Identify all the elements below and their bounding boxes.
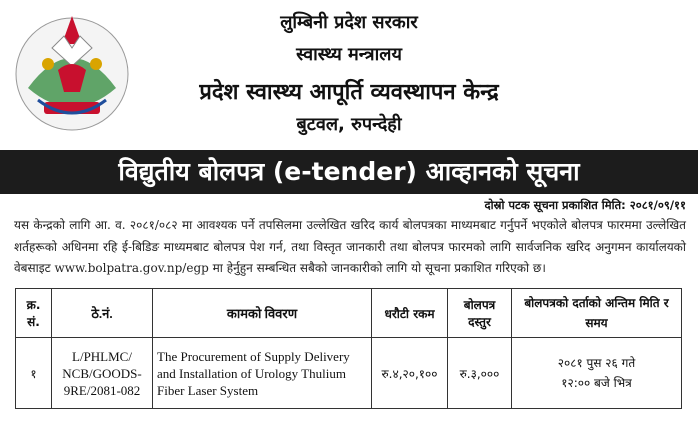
publication-date: दोस्रो पटक सूचना प्रकाशित मिति: २०८१/०९/११ bbox=[484, 198, 686, 212]
header-fee: बोलपत्र दस्तुर bbox=[448, 289, 512, 338]
table-header-row bbox=[16, 289, 682, 338]
header-deposit: धरौटी रकम bbox=[372, 289, 448, 338]
cell-deadline bbox=[512, 338, 682, 409]
header-description: कामको विवरण bbox=[153, 289, 372, 338]
cell-description: The Procurement of Supply Delivery and Installation of Urology Thulium Fiber Laser System bbox=[153, 338, 372, 409]
cell-sn: १ bbox=[16, 338, 52, 409]
cell-deposit: रु.४,२०,१०० bbox=[372, 338, 448, 409]
ministry-name: स्वास्थ्य मन्त्रालय bbox=[296, 44, 402, 65]
notice-title-banner: विद्युतीय बोलपत्र (e-tender) आव्हानको सूचना bbox=[0, 150, 698, 194]
office-name: प्रदेश स्वास्थ्य आपूर्ति व्यवस्थापन केन्द्र bbox=[199, 80, 499, 105]
cell-contract-no: L/PHLMC/ NCB/GOODS- 9RE/2081-082 bbox=[52, 338, 153, 409]
deadline-date: २०८१ पुस २६ गते bbox=[557, 356, 636, 370]
header-deadline: बोलपत्रको दर्ताको अन्तिम मिति र समय bbox=[512, 289, 682, 338]
table-row bbox=[16, 338, 682, 409]
cell-fee: रु.३,००० bbox=[448, 338, 512, 409]
tender-table bbox=[15, 288, 682, 409]
header-sn: क्र. सं. bbox=[16, 289, 52, 338]
deadline-time: १२:०० बजे भित्र bbox=[561, 376, 632, 390]
government-name: लुम्बिनी प्रदेश सरकार bbox=[280, 12, 418, 33]
office-location: बुटवल, रुपन्देही bbox=[296, 114, 402, 135]
header-contract-no: ठे.नं. bbox=[52, 289, 153, 338]
notice-body: यस केन्द्रको लागि आ. व. २०८१/०८२ मा आवश्यक पर्ने तपसिलमा उल्लेखित खरिद कार्य बोलपत्रका माध्यमबाट गर्नुपर्ने भएकोले बोलपत्र फारममा उल्लेखित शर्तहरूको अधिनमा रहि ई-बिडिङ माध्यमबाट बोलपत्र पेश गर्न, तथा विस्तृत जानकारी तथा बोलपत्र फारमको लागि सार्वजनिक खरिद अनुगमन कार्यालयको वेबसाइट www.bolpatra.gov.np/egp मा हेर्नुहुन सम्बन्धित सबैको जानकारीको लागि यो सूचना प्रकाशित गरिएको छ। bbox=[14, 218, 686, 275]
